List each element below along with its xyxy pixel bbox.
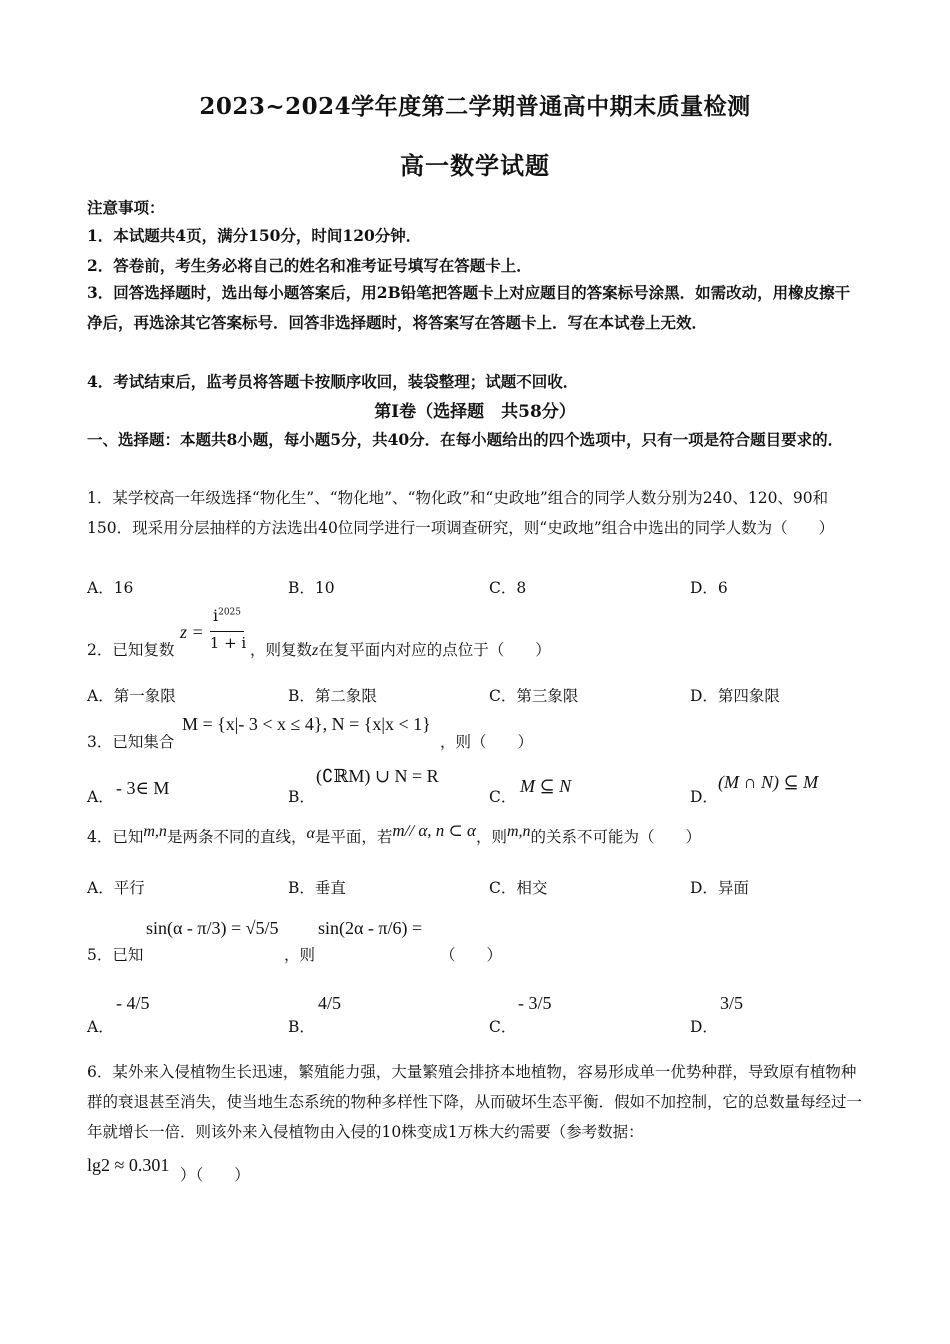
q4-alpha: α	[306, 825, 315, 842]
q5-option-a-math: - 4/5	[116, 993, 150, 1013]
exam-title: 2023~2024学年度第二学期普通高中期末质量检测	[199, 93, 751, 120]
q2-option-c: C．第三象限	[489, 687, 579, 705]
section-heading: 一、选择题：本题共8小题，每小题5分，共40分．在每小题给出的四个选项中，只有一项是符合题目要求的．	[87, 430, 844, 449]
q5-option-c-math: - 3/5	[518, 993, 552, 1013]
q3-option-c-label: C．	[489, 788, 517, 806]
q5-prefix: 5．已知	[87, 946, 144, 964]
exam-subtitle: 高一数学试题	[400, 151, 550, 180]
q4-mn: m,n	[143, 823, 167, 840]
q5-ask: sin(2α - π/6) =	[318, 918, 423, 938]
q3-option-a-label: A．	[87, 788, 114, 806]
q4-option-a: A．平行	[87, 879, 145, 897]
question-1-text: 1．某学校高一年级选择“物化生”、“物化地”、“物化政”和“史政地”组合的同学人数分别为240、120、90和150．现采用分层抽样的方法选出40位同学进行一项调查研究，则“史政地”组合中选出的同学人数为（ ）	[87, 489, 835, 537]
q4-option-b: B．垂直	[288, 879, 346, 897]
q4-prefix: 4．已知	[87, 828, 144, 846]
q5-option-d-math: 3/5	[720, 993, 744, 1013]
notice-item-2: 2．答卷前，考生务必将自己的姓名和准考证号填写在答题卡上．	[87, 256, 532, 275]
q2-suffix-a: ，则复数	[250, 641, 313, 659]
q5-given: sin(α - π/3) = √5/5	[146, 918, 279, 938]
q5-option-d-label: D．	[690, 1018, 718, 1036]
q5-option-a-label: A．	[87, 1018, 114, 1036]
q4-option-c: C．相交	[489, 879, 548, 897]
q6-reference: lg2 ≈ 0.301	[87, 1155, 170, 1175]
q1-option-c: C．8	[489, 579, 527, 597]
q5-option-b-label: B．	[288, 1018, 315, 1036]
q5-option-c-label: C．	[489, 1018, 517, 1036]
q3-option-d-math: (M ∩ N) ⊆ M	[718, 772, 819, 792]
q3-option-b-math: (∁ℝM) ∪ N = R	[316, 766, 439, 786]
notice-item-1: 1．本试题共4页，满分150分，时间120分钟．	[87, 226, 422, 245]
q2-z: z	[312, 642, 319, 659]
q1-option-d: D．6	[690, 579, 728, 597]
q3-suffix: ，则（ ）	[440, 733, 534, 751]
notice-item-4: 4．考试结束后，监考员将答题卡按顺序收回，装袋整理；试题不回收．	[87, 372, 579, 391]
notice-heading: 注意事项：	[87, 198, 165, 217]
q3-set-expression: M = {x|- 3 < x ≤ 4}, N = {x|x < 1}	[182, 714, 431, 734]
q2-numerator-exponent: 2025	[218, 607, 242, 618]
q3-option-b-label: B．	[288, 788, 315, 806]
q3-option-a-math: - 3∈ M	[116, 778, 170, 798]
q2-suffix-b: 在复平面内对应的点位于（ ）	[318, 641, 551, 659]
q5-suffix: （ ）	[440, 946, 503, 964]
notice-item-3: 3．回答选择题时，选出每小题答案后，用2B铅笔把答题卡上对应题目的答案标号涂黑．如需改动，用橡皮擦干净后，再选涂其它答案标号．回答非选择题时，将答案写在答题卡上．写在本试卷上无效．	[87, 283, 851, 332]
q4-condition: m// α, n ⊂ α	[392, 821, 476, 840]
q2-numerator: i	[212, 606, 219, 625]
q5-text-a: ，则	[284, 946, 316, 964]
q4-option-d: D．异面	[690, 879, 749, 897]
q5-option-b-math: 4/5	[318, 993, 342, 1013]
q2-option-d: D．第四象限	[690, 687, 780, 705]
question-6-text: 6．某外来入侵植物生长迅速，繁殖能力强，大量繁殖会排挤本地植物，容易形成单一优势种群，导致原有植物种群的衰退甚至消失，使当地生态系统的物种多样性下降，从而破坏生态平衡．假如不加控制，它的总数量每经过一年就增长一倍．则该外来入侵植物由入侵的10株变成1万株大约需要（参考数据：	[87, 1063, 863, 1141]
q4-text-b: 是平面，若	[314, 828, 393, 846]
q3-option-d-label: D．	[690, 788, 718, 806]
q2-fraction-bar	[210, 631, 244, 632]
q3-option-c-math: M ⊆ N	[520, 776, 572, 796]
q1-option-a: A．16	[87, 579, 134, 597]
q2-z-eq: z =	[180, 622, 204, 642]
q4-text-a: 是两条不同的直线，	[166, 828, 307, 846]
part1-heading: 第Ⅰ卷（选择题 共58分）	[374, 402, 576, 422]
q4-text-c: ，则	[475, 828, 507, 846]
q3-prefix: 3．已知集合	[87, 733, 175, 751]
q2-denominator: 1 + i	[209, 634, 247, 652]
q2-prefix: 2．已知复数	[87, 641, 175, 659]
q4-mn-2: m,n	[506, 823, 531, 840]
q4-text-d: 的关系不可能为（ ）	[530, 828, 702, 846]
q6-suffix: ）（ ）	[180, 1166, 250, 1184]
q2-option-b: B．第二象限	[288, 687, 377, 705]
q2-option-a: A．第一象限	[87, 687, 176, 705]
q1-option-b: B．10	[288, 579, 335, 597]
